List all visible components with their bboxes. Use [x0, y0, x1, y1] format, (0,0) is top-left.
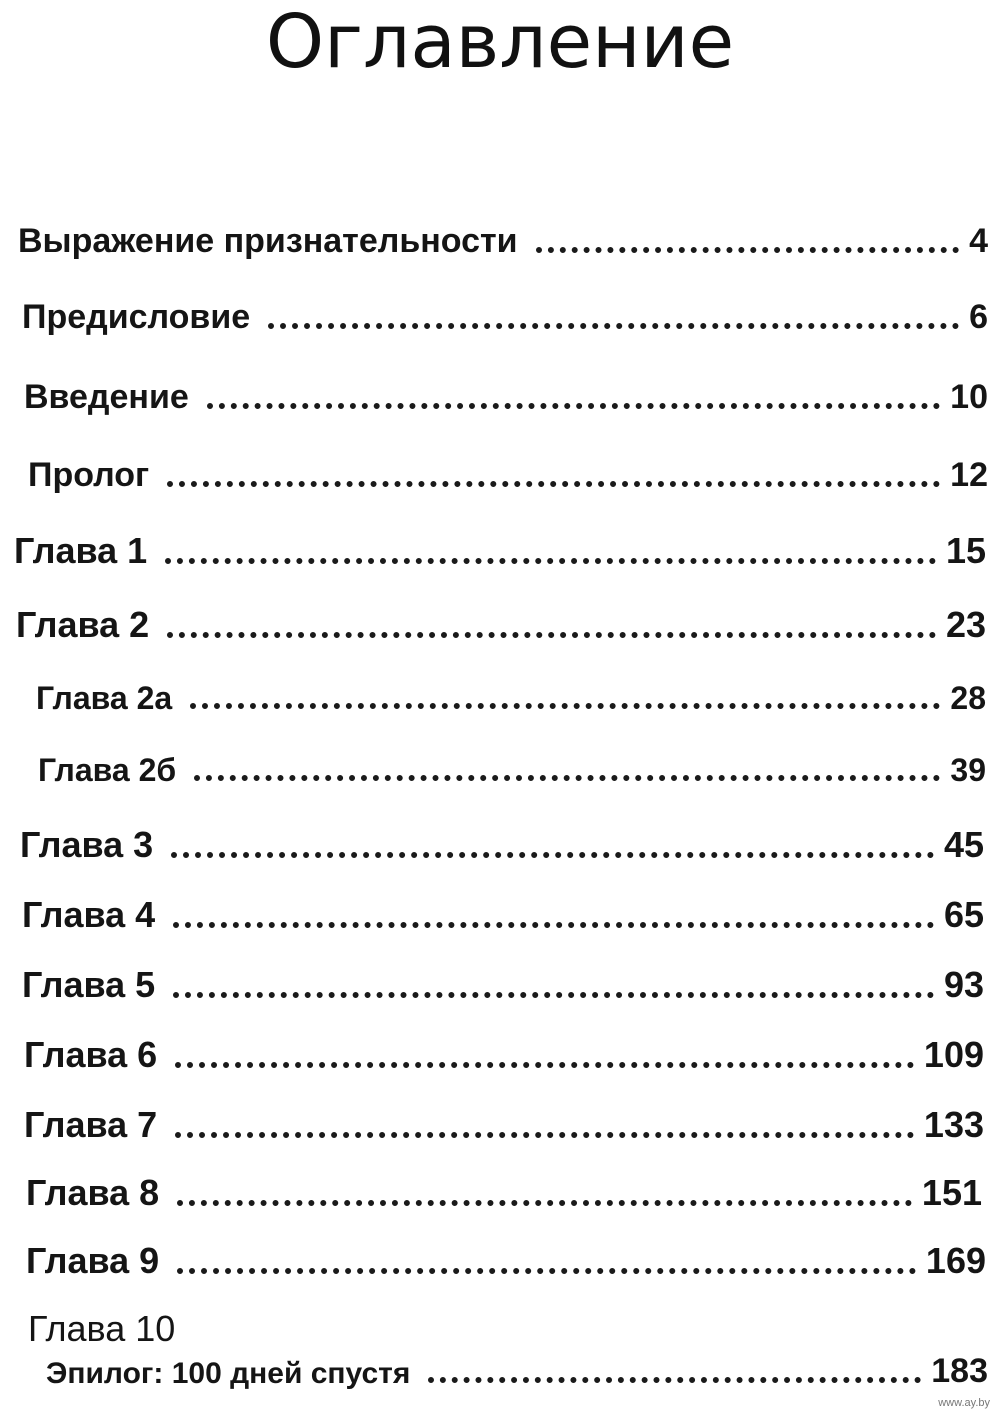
- dot-leader: [175, 1062, 914, 1068]
- toc-entry-epilogue: [46, 1352, 988, 1391]
- dot-leader: [175, 1132, 914, 1138]
- dot-leader: [268, 323, 959, 329]
- dot-leader: [171, 852, 934, 858]
- toc-label: Глава 8: [26, 1172, 160, 1213]
- toc-label: Глава 5: [22, 964, 156, 1005]
- toc-entry-chapter-6: [24, 1034, 984, 1076]
- dot-leader: [167, 632, 936, 638]
- toc-entry-chapter-8: [26, 1172, 982, 1214]
- dot-leader: [207, 403, 940, 409]
- toc-label: Глава 4: [22, 894, 156, 935]
- toc-entry-chapter-4: [22, 894, 984, 936]
- toc-label: Глава 3: [20, 824, 154, 865]
- toc-entry-prologue: [28, 456, 988, 495]
- dot-leader: [173, 922, 934, 928]
- toc-page-number: 4: [969, 222, 988, 260]
- toc-page-number: 15: [945, 530, 986, 571]
- toc-page-number: 39: [950, 752, 986, 788]
- toc-label: Глава 2а: [36, 680, 173, 716]
- toc-entry-acknowledgements: [18, 222, 988, 261]
- toc-entry-chapter-2: [16, 604, 986, 646]
- dot-leader: [177, 1268, 916, 1274]
- toc-entry-preface: [22, 298, 988, 337]
- toc-entry-chapter-9: [26, 1240, 986, 1282]
- dot-leader: [165, 558, 936, 564]
- dot-leader: [194, 775, 940, 781]
- toc-page-number: 65: [943, 894, 984, 935]
- toc-page-number: 183: [931, 1352, 988, 1390]
- toc-entry-introduction: [24, 378, 988, 417]
- toc-label: Эпилог: 100 дней спустя: [46, 1357, 411, 1390]
- toc-label: Глава 2: [16, 604, 150, 645]
- toc-entry-chapter-5: [22, 964, 984, 1006]
- toc-entry-chapter-2b: [38, 752, 986, 789]
- toc-page-number: 45: [943, 824, 984, 865]
- toc-page-number: 151: [921, 1172, 982, 1213]
- toc-page-number: 23: [945, 604, 986, 645]
- toc-page-number: 10: [950, 378, 988, 416]
- toc-entry-chapter-3: [20, 824, 984, 866]
- dot-leader: [177, 1200, 912, 1206]
- toc-page-number: 133: [923, 1104, 984, 1145]
- toc-entry-chapter-7: [24, 1104, 984, 1146]
- toc-label: Выражение признательности: [18, 222, 518, 260]
- toc-page-number: 28: [950, 680, 986, 716]
- toc-page-number: 109: [923, 1034, 984, 1075]
- toc-entry-chapter-2a: [36, 680, 986, 717]
- toc-label: Глава 6: [24, 1034, 158, 1075]
- page-title: Оглавление: [265, 0, 735, 85]
- toc-label: Введение: [24, 378, 189, 416]
- watermark: www.ay.by: [938, 1397, 990, 1409]
- toc-page-number: 12: [950, 456, 988, 494]
- toc-label: Пролог: [28, 456, 150, 494]
- toc-label: Глава 2б: [38, 752, 177, 788]
- toc-page-number: 169: [925, 1240, 986, 1281]
- toc-label: Предисловие: [22, 298, 251, 336]
- toc-page-number: 93: [943, 964, 984, 1005]
- dot-leader: [190, 703, 940, 709]
- dot-leader: [167, 481, 940, 487]
- dot-leader: [173, 992, 934, 998]
- toc-page-number: 6: [969, 298, 988, 336]
- toc-label: Глава 1: [14, 530, 148, 571]
- dot-leader: [536, 247, 960, 253]
- dot-leader: [428, 1377, 921, 1383]
- toc-label: Глава 7: [24, 1104, 158, 1145]
- toc-entry-chapter-1: [14, 530, 986, 572]
- toc-heading-chapter-10: Глава 10: [28, 1308, 176, 1349]
- toc-label: Глава 9: [26, 1240, 160, 1281]
